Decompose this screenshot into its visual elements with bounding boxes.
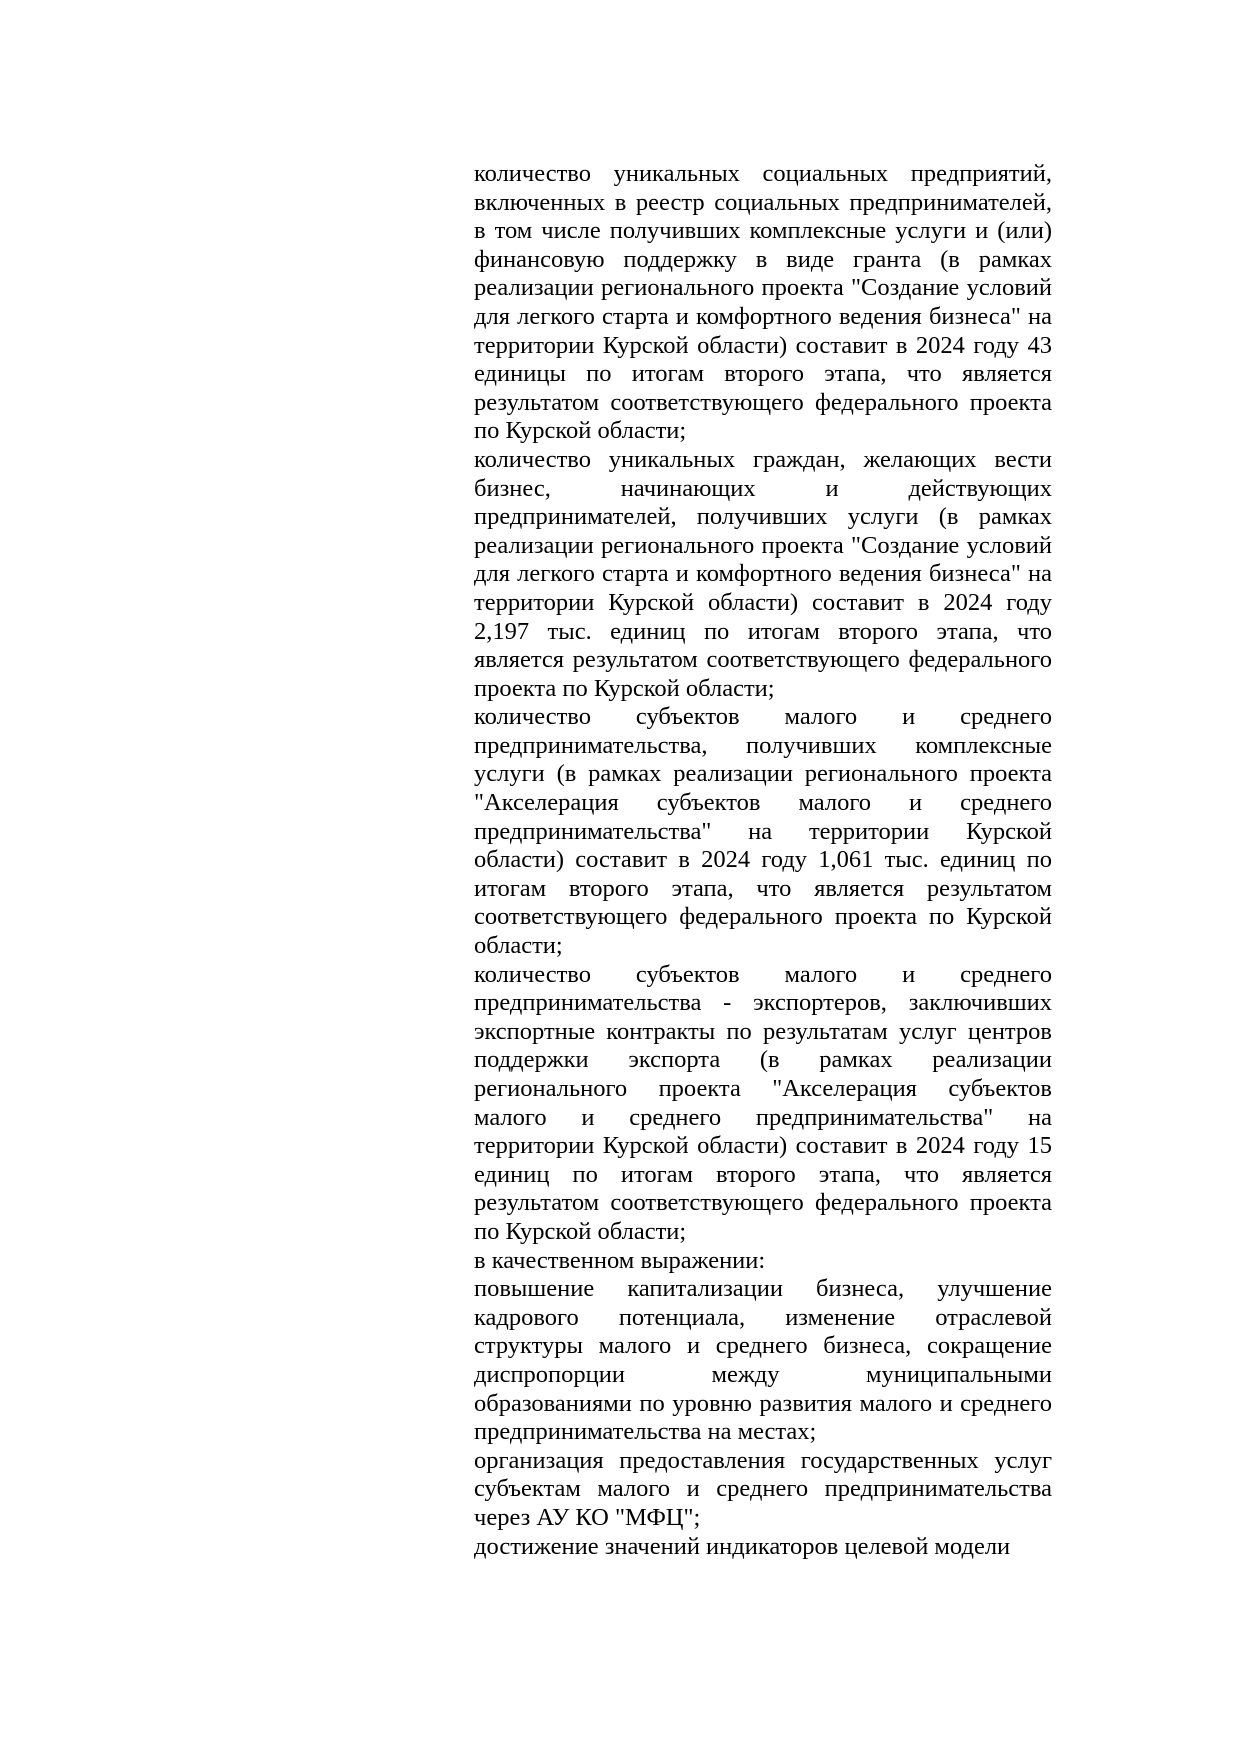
document-text-column <box>474 160 1052 1561</box>
paragraph-unique-citizens: количество уникальных граждан, желающих вести бизнес, начинающих и действующих предпринимателей, получивших услуги (в рамках реализации регионального проекта "Создание условий для легкого старта и комфортного ведения бизнеса" на территории Курской области) составит в 2024 году 2,197 тыс. единиц по итогам второго этапа, что является результатом соответствующего федерального проекта по Курской области; <box>474 445 1052 702</box>
paragraph-capitalization: повышение капитализации бизнеса, улучшение кадрового потенциала, изменение отраслевой структуры малого и среднего бизнеса, сокращение диспропорции между муниципальными образованиями по уровню развития малого и среднего предпринимательства на местах; <box>474 1275 1052 1446</box>
paragraph-sme-exporters: количество субъектов малого и среднего предпринимательства - экспортеров, заключивших экспортные контракты по результатам услуг центров поддержки экспорта (в рамках реализации регионального проекта "Акселерация субъектов малого и среднего предпринимательства" на территории Курской области) составит в 2024 году 15 единиц по итогам второго этапа, что является результатом соответствующего федерального проекта по Курской области; <box>474 960 1052 1245</box>
paragraph-mfc-services: организация предоставления государственных услуг субъектам малого и среднего предпринимательства через АУ КО "МФЦ"; <box>474 1446 1052 1531</box>
paragraph-sme-complex-services: количество субъектов малого и среднего предпринимательства, получивших комплексные услуги (в рамках реализации регионального проекта "Акселерация субъектов малого и среднего предпринимательства" на территории Курской области) составит в 2024 году 1,061 тыс. единиц по итогам второго этапа, что является результатом соответствующего федерального проекта по Курской области; <box>474 703 1052 960</box>
paragraph-qualitative-heading: в качественном выражении: <box>474 1246 766 1274</box>
paragraph-social-enterprises: количество уникальных социальных предприятий, включенных в реестр социальных предпринимателей, в том числе получивших комплексные услуги и (или) финансовую поддержку в виде гранта (в рамках реализации регионального проекта "Создание условий для легкого старта и комфортного ведения бизнеса" на территории Курской области) составит в 2024 году 43 единицы по итогам второго этапа, что является результатом соответствующего федерального проекта по Курской области; <box>474 160 1052 445</box>
paragraph-target-model: достижение значений индикаторов целевой модели <box>474 1532 1011 1560</box>
